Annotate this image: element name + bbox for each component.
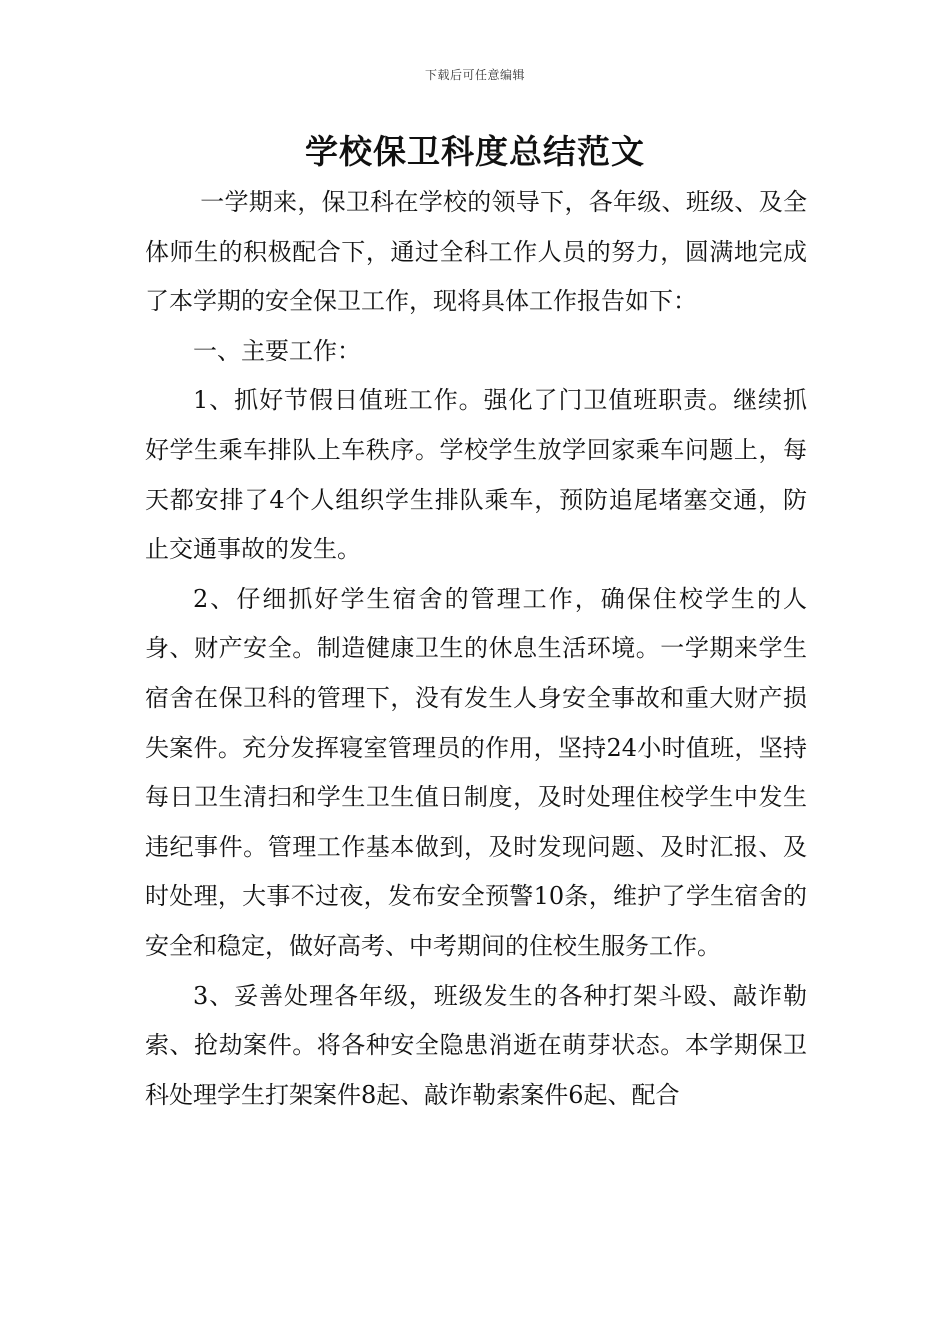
- paragraph-item-3: 3、妥善处理各年级，班级发生的各种打架斗殴、敲诈勒索、抢劫案件。将各种安全隐患消逝在萌芽状态。本学期保卫科处理学生打架案件8起、敲诈勒索案件6起、配合: [145, 981, 807, 1109]
- document-title: 学校保卫科度总结范文: [305, 132, 645, 171]
- document-body: [145, 178, 807, 1120]
- header-note: 下载后可任意编辑: [424, 68, 525, 82]
- paragraph-intro: 一学期来，保卫科在学校的领导下，各年级、班级、及全体师生的积极配合下，通过全科工作人员的努力，圆满地完成了本学期的安全保卫工作，现将具体工作报告如下：: [145, 188, 807, 316]
- paragraph-item-1: 1、抓好节假日值班工作。强化了门卫值班职责。继续抓好学生乘车排队上车秩序。学校学生放学回家乘车问题上，每天都安排了4个人组织学生排队乘车，预防追尾堵塞交通，防止交通事故的发生。: [145, 386, 807, 564]
- paragraph-section-heading: 一、主要工作：: [193, 336, 361, 365]
- paragraph-item-2: 2、仔细抓好学生宿舍的管理工作，确保住校学生的人身、财产安全。制造健康卫生的休息生活环境。一学期来学生宿舍在保卫科的管理下，没有发生人身安全事故和重大财产损失案件。充分发挥寝室管理员的作用，坚持24小时值班，坚持每日卫生清扫和学生卫生值日制度，及时处理住校学生中发生违纪事件。管理工作基本做到，及时发现问题、及时汇报、及时处理，大事不过夜，发布安全预警10条，维护了学生宿舍的安全和稳定，做好高考、中考期间的住校生服务工作。: [145, 584, 807, 960]
